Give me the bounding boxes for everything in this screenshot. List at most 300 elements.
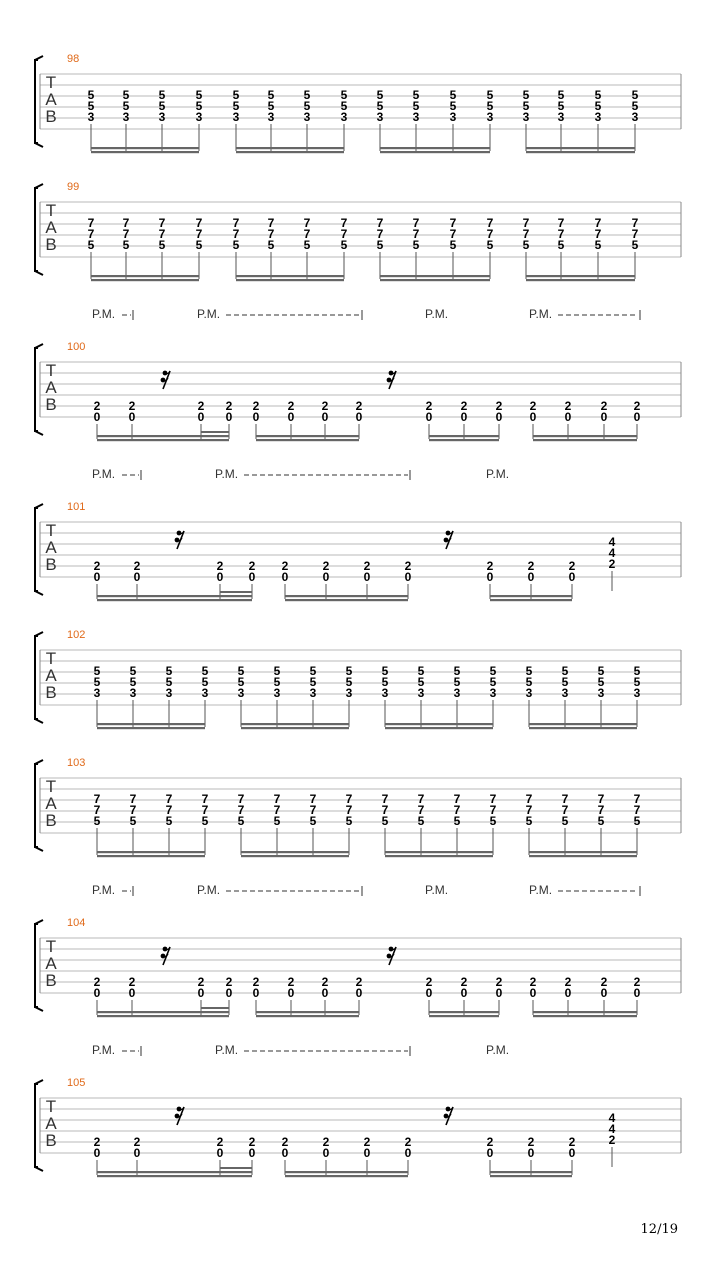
fret-number: 2	[363, 559, 371, 573]
tab-note	[346, 792, 353, 855]
fret-number: 0	[93, 410, 101, 424]
fret-number: 0	[252, 410, 260, 424]
tab-note	[94, 559, 101, 599]
fret-number: 5	[594, 238, 602, 252]
bracket-hook	[35, 431, 43, 435]
beam	[97, 855, 205, 857]
tab-note	[454, 792, 461, 855]
fret-number: 7	[376, 227, 384, 241]
bracket-hook	[35, 344, 43, 348]
measure-number: 104	[67, 917, 86, 929]
tab-note	[418, 792, 425, 855]
beam	[533, 435, 637, 437]
tab-note	[274, 792, 281, 855]
tab-note	[601, 399, 608, 439]
beam	[91, 147, 199, 149]
system-bracket	[35, 1084, 38, 1167]
tab-system-105	[35, 1043, 681, 1177]
beam	[241, 723, 349, 725]
fret-number: 5	[522, 88, 530, 102]
beam	[236, 275, 344, 277]
fret-number: 5	[87, 88, 95, 102]
beam	[533, 439, 637, 441]
tab-note	[565, 975, 572, 1015]
fret-number: 2	[529, 975, 537, 989]
beam	[385, 851, 493, 853]
palm-mute-label: P.M.	[529, 307, 553, 321]
fret-number: 5	[345, 675, 353, 689]
fret-number: 5	[93, 664, 101, 678]
fret-number: 5	[489, 675, 497, 689]
tab-clef-letter-t: T	[45, 73, 57, 92]
beam	[490, 599, 572, 601]
palm-mute-label: P.M.	[215, 467, 239, 481]
fret-number: 7	[237, 792, 245, 806]
tab-note	[634, 399, 641, 439]
beam	[385, 723, 493, 725]
fret-number: 5	[309, 675, 317, 689]
tab-note	[377, 216, 384, 279]
beam	[97, 599, 252, 601]
fret-number: 2	[608, 1133, 616, 1147]
fret-number: 2	[404, 559, 412, 573]
beam	[256, 439, 359, 441]
fret-number: 5	[340, 99, 348, 113]
fret-number: 5	[557, 88, 565, 102]
fret-number: 5	[597, 675, 605, 689]
tab-note	[134, 559, 141, 599]
fret-number: 7	[594, 216, 602, 230]
fret-number: 3	[195, 110, 203, 124]
fret-number: 5	[129, 814, 137, 828]
fret-number: 0	[633, 410, 641, 424]
fret-number: 5	[631, 238, 639, 252]
tab-note	[304, 88, 311, 151]
tab-note	[595, 216, 602, 279]
tab-note	[323, 559, 330, 599]
fret-number: 7	[122, 216, 130, 230]
palm-mute-label: P.M.	[529, 883, 553, 897]
tab-note	[487, 559, 494, 599]
tab-system-101	[35, 467, 681, 601]
fret-number: 5	[122, 99, 130, 113]
beam	[380, 279, 490, 281]
tab-note	[609, 1111, 616, 1167]
fret-number: 5	[633, 814, 641, 828]
fret-number: 5	[158, 99, 166, 113]
fret-number: 7	[522, 216, 530, 230]
fret-number: 5	[525, 664, 533, 678]
tab-note	[323, 1135, 330, 1175]
fret-number: 2	[486, 1135, 494, 1149]
fret-number: 2	[633, 975, 641, 989]
tab-note	[523, 88, 530, 151]
beam	[97, 1015, 229, 1017]
tab-note	[487, 216, 494, 279]
fret-number: 0	[93, 986, 101, 1000]
fret-number: 2	[355, 975, 363, 989]
fret-number: 5	[165, 814, 173, 828]
palm-mute-label: P.M.	[486, 1043, 510, 1057]
tab-note	[382, 664, 389, 727]
tab-clef-letter-t: T	[45, 649, 57, 668]
fret-number: 7	[93, 792, 101, 806]
fret-number: 5	[165, 664, 173, 678]
fret-number: 7	[557, 227, 565, 241]
fret-number: 0	[425, 986, 433, 1000]
beam	[385, 727, 493, 729]
thirty-second-beam	[201, 431, 229, 433]
fret-number: 3	[557, 110, 565, 124]
fret-number: 2	[93, 975, 101, 989]
beam	[429, 435, 499, 437]
fret-number: 3	[87, 110, 95, 124]
bracket-hook	[35, 632, 43, 636]
page-number: 12/19	[640, 1222, 678, 1237]
fret-number: 0	[527, 1146, 535, 1160]
beam	[529, 851, 637, 853]
fret-number: 5	[453, 675, 461, 689]
fret-number: 0	[404, 570, 412, 584]
beam	[91, 151, 199, 153]
palm-mute-label: P.M.	[215, 1043, 239, 1057]
fret-number: 5	[381, 675, 389, 689]
fret-number: 0	[486, 1146, 494, 1160]
tab-note	[196, 88, 203, 151]
fret-number: 2	[527, 559, 535, 573]
fret-number: 7	[381, 792, 389, 806]
system-bracket	[35, 636, 38, 719]
fret-number: 5	[267, 88, 275, 102]
fret-number: 3	[376, 110, 384, 124]
tab-note	[310, 664, 317, 727]
fret-number: 0	[564, 410, 572, 424]
fret-number: 7	[412, 216, 420, 230]
beam	[526, 151, 635, 153]
beam	[529, 723, 637, 725]
fret-number: 5	[597, 664, 605, 678]
fret-number: 2	[133, 1135, 141, 1149]
fret-number: 3	[267, 110, 275, 124]
tab-note	[405, 559, 412, 599]
fret-number: 7	[345, 792, 353, 806]
beam	[429, 1015, 499, 1017]
tab-note	[356, 975, 363, 1015]
fret-number: 0	[495, 986, 503, 1000]
fret-number: 2	[197, 399, 205, 413]
fret-number: 2	[600, 975, 608, 989]
beam	[97, 595, 252, 597]
tab-note	[461, 399, 468, 439]
fret-number: 5	[631, 99, 639, 113]
fret-number: 7	[525, 803, 533, 817]
fret-number: 7	[449, 216, 457, 230]
fret-number: 7	[267, 227, 275, 241]
beam	[529, 727, 637, 729]
tab-note	[526, 664, 533, 727]
fret-number: 0	[93, 570, 101, 584]
system-bracket	[35, 508, 38, 591]
fret-number: 3	[525, 686, 533, 700]
tab-note	[530, 975, 537, 1015]
tab-note	[530, 399, 537, 439]
tab-clef-letter-t: T	[45, 937, 57, 956]
fret-number: 5	[165, 675, 173, 689]
beam	[241, 727, 349, 729]
tab-note	[562, 792, 569, 855]
fret-number: 5	[345, 814, 353, 828]
fret-number: 5	[267, 238, 275, 252]
fret-number: 3	[412, 110, 420, 124]
palm-mute-label: P.M.	[92, 307, 116, 321]
palm-mute-label: P.M.	[486, 467, 510, 481]
tab-note	[94, 792, 101, 855]
fret-number: 5	[631, 88, 639, 102]
fret-number: 0	[633, 986, 641, 1000]
fret-number: 3	[453, 686, 461, 700]
fret-number: 2	[93, 559, 101, 573]
tab-note	[450, 88, 457, 151]
fret-number: 5	[633, 675, 641, 689]
tab-note	[632, 88, 639, 151]
fret-number: 7	[309, 803, 317, 817]
beam	[256, 1015, 359, 1017]
tab-clef-letter-t: T	[45, 521, 57, 540]
tab-note	[282, 559, 289, 599]
tab-clef-letter-a: A	[45, 218, 57, 237]
fret-number: 7	[597, 803, 605, 817]
tab-note	[123, 88, 130, 151]
fret-number: 7	[129, 792, 137, 806]
fret-number: 2	[322, 559, 330, 573]
fret-number: 5	[412, 88, 420, 102]
fret-number: 0	[568, 570, 576, 584]
fret-number: 0	[281, 570, 289, 584]
fret-number: 7	[129, 803, 137, 817]
beam	[285, 1171, 408, 1173]
fret-number: 0	[460, 410, 468, 424]
tab-note	[282, 1135, 289, 1175]
beam	[97, 727, 205, 729]
measure-number: 102	[67, 629, 86, 641]
fret-number: 2	[529, 399, 537, 413]
fret-number: 2	[216, 559, 224, 573]
fret-number: 0	[355, 410, 363, 424]
measure-number: 100	[67, 341, 86, 353]
tab-note	[364, 559, 371, 599]
beam	[285, 599, 408, 601]
fret-number: 3	[340, 110, 348, 124]
fret-number: 0	[216, 1146, 224, 1160]
tab-clef-letter-t: T	[45, 777, 57, 796]
beam	[97, 851, 205, 853]
measure-number: 101	[67, 501, 86, 513]
bracket-hook	[35, 184, 43, 188]
tab-clef-letter-b: B	[45, 395, 57, 414]
fret-number: 7	[273, 803, 281, 817]
beam	[91, 275, 199, 277]
bracket-hook	[35, 56, 43, 60]
fret-number: 2	[321, 975, 329, 989]
fret-number: 5	[122, 88, 130, 102]
tab-note	[569, 1135, 576, 1175]
beam	[285, 1175, 408, 1177]
tab-note	[123, 216, 130, 279]
fret-number: 5	[522, 238, 530, 252]
fret-number: 7	[594, 227, 602, 241]
fret-number: 2	[281, 559, 289, 573]
fret-number: 3	[417, 686, 425, 700]
tab-note	[490, 664, 497, 727]
fret-number: 5	[449, 99, 457, 113]
fret-number: 5	[195, 88, 203, 102]
fret-number: 3	[129, 686, 137, 700]
tab-note	[310, 792, 317, 855]
measure-number: 103	[67, 757, 86, 769]
fret-number: 7	[453, 803, 461, 817]
tab-clef-letter-b: B	[45, 1131, 57, 1150]
tab-note	[558, 216, 565, 279]
system-bracket	[35, 348, 38, 431]
tab-note	[598, 792, 605, 855]
fret-number: 5	[237, 814, 245, 828]
fret-number: 7	[158, 227, 166, 241]
beam	[97, 1011, 229, 1013]
beam	[236, 151, 344, 153]
tab-note	[487, 1135, 494, 1175]
fret-number: 2	[93, 399, 101, 413]
fret-number: 3	[489, 686, 497, 700]
bracket-hook	[35, 1167, 43, 1171]
fret-number: 2	[564, 975, 572, 989]
tab-note	[341, 88, 348, 151]
fret-number: 7	[273, 792, 281, 806]
fret-number: 7	[165, 803, 173, 817]
fret-number: 3	[381, 686, 389, 700]
tab-note	[94, 975, 101, 1015]
beam	[236, 147, 344, 149]
fret-number: 0	[225, 986, 233, 1000]
fret-number: 7	[303, 216, 311, 230]
fret-number: 0	[128, 986, 136, 1000]
fret-number: 2	[486, 559, 494, 573]
bracket-hook	[35, 591, 43, 595]
tab-note	[595, 88, 602, 151]
fret-number: 5	[345, 664, 353, 678]
fret-number: 3	[158, 110, 166, 124]
thirty-second-beam	[220, 591, 252, 593]
fret-number: 3	[522, 110, 530, 124]
fret-number: 5	[195, 238, 203, 252]
fret-number: 2	[128, 975, 136, 989]
beam	[533, 1015, 637, 1017]
fret-number: 5	[93, 675, 101, 689]
beam	[241, 851, 349, 853]
fret-number: 0	[600, 986, 608, 1000]
tab-note	[562, 664, 569, 727]
fret-number: 5	[525, 675, 533, 689]
tab-note	[377, 88, 384, 151]
fret-number: 0	[600, 410, 608, 424]
beam	[97, 439, 229, 441]
fret-number: 7	[412, 227, 420, 241]
tab-note	[558, 88, 565, 151]
fret-number: 5	[597, 814, 605, 828]
fret-number: 5	[561, 814, 569, 828]
tab-note	[130, 792, 137, 855]
tab-clef-letter-t: T	[45, 361, 57, 380]
fret-number: 5	[486, 238, 494, 252]
fret-number: 5	[303, 99, 311, 113]
fret-number: 0	[248, 570, 256, 584]
tab-note	[487, 88, 494, 151]
fret-number: 3	[633, 686, 641, 700]
beam	[490, 595, 572, 597]
fret-number: 0	[252, 986, 260, 1000]
fret-number: 7	[165, 792, 173, 806]
fret-number: 2	[404, 1135, 412, 1149]
fret-number: 7	[309, 792, 317, 806]
tab-note	[418, 664, 425, 727]
fret-number: 4	[608, 535, 616, 549]
tab-clef-letter-a: A	[45, 954, 57, 973]
fret-number: 0	[322, 570, 330, 584]
fret-number: 3	[597, 686, 605, 700]
fret-number: 2	[287, 975, 295, 989]
fret-number: 5	[561, 664, 569, 678]
beam	[91, 279, 199, 281]
fret-number: 0	[425, 410, 433, 424]
beam	[490, 1171, 572, 1173]
fret-number: 0	[322, 1146, 330, 1160]
fret-number: 2	[460, 975, 468, 989]
bracket-hook	[35, 143, 43, 147]
fret-number: 2	[133, 559, 141, 573]
tab-note	[268, 216, 275, 279]
fret-number: 0	[363, 570, 371, 584]
beam	[526, 279, 635, 281]
beam	[490, 1175, 572, 1177]
tab-note	[356, 399, 363, 439]
tab-clef-letter-a: A	[45, 378, 57, 397]
beam	[429, 1011, 499, 1013]
fret-number: 2	[608, 557, 616, 571]
fret-number: 2	[495, 975, 503, 989]
tab-note	[268, 88, 275, 151]
fret-number: 0	[363, 1146, 371, 1160]
tab-note	[454, 664, 461, 727]
fret-number: 0	[287, 986, 295, 1000]
fret-number: 7	[557, 216, 565, 230]
tab-note	[94, 1135, 101, 1175]
fret-number: 0	[128, 410, 136, 424]
fret-number: 5	[453, 664, 461, 678]
tab-note	[413, 216, 420, 279]
fret-number: 3	[122, 110, 130, 124]
fret-number: 5	[158, 238, 166, 252]
thirty-second-beam	[220, 1167, 252, 1169]
palm-mute-label: P.M.	[425, 307, 449, 321]
fret-number: 2	[322, 1135, 330, 1149]
beam	[97, 435, 229, 437]
fret-number: 3	[232, 110, 240, 124]
fret-number: 7	[232, 216, 240, 230]
fret-number: 2	[527, 1135, 535, 1149]
fret-number: 7	[449, 227, 457, 241]
fret-number: 5	[376, 88, 384, 102]
fret-number: 7	[417, 792, 425, 806]
fret-number: 0	[281, 1146, 289, 1160]
